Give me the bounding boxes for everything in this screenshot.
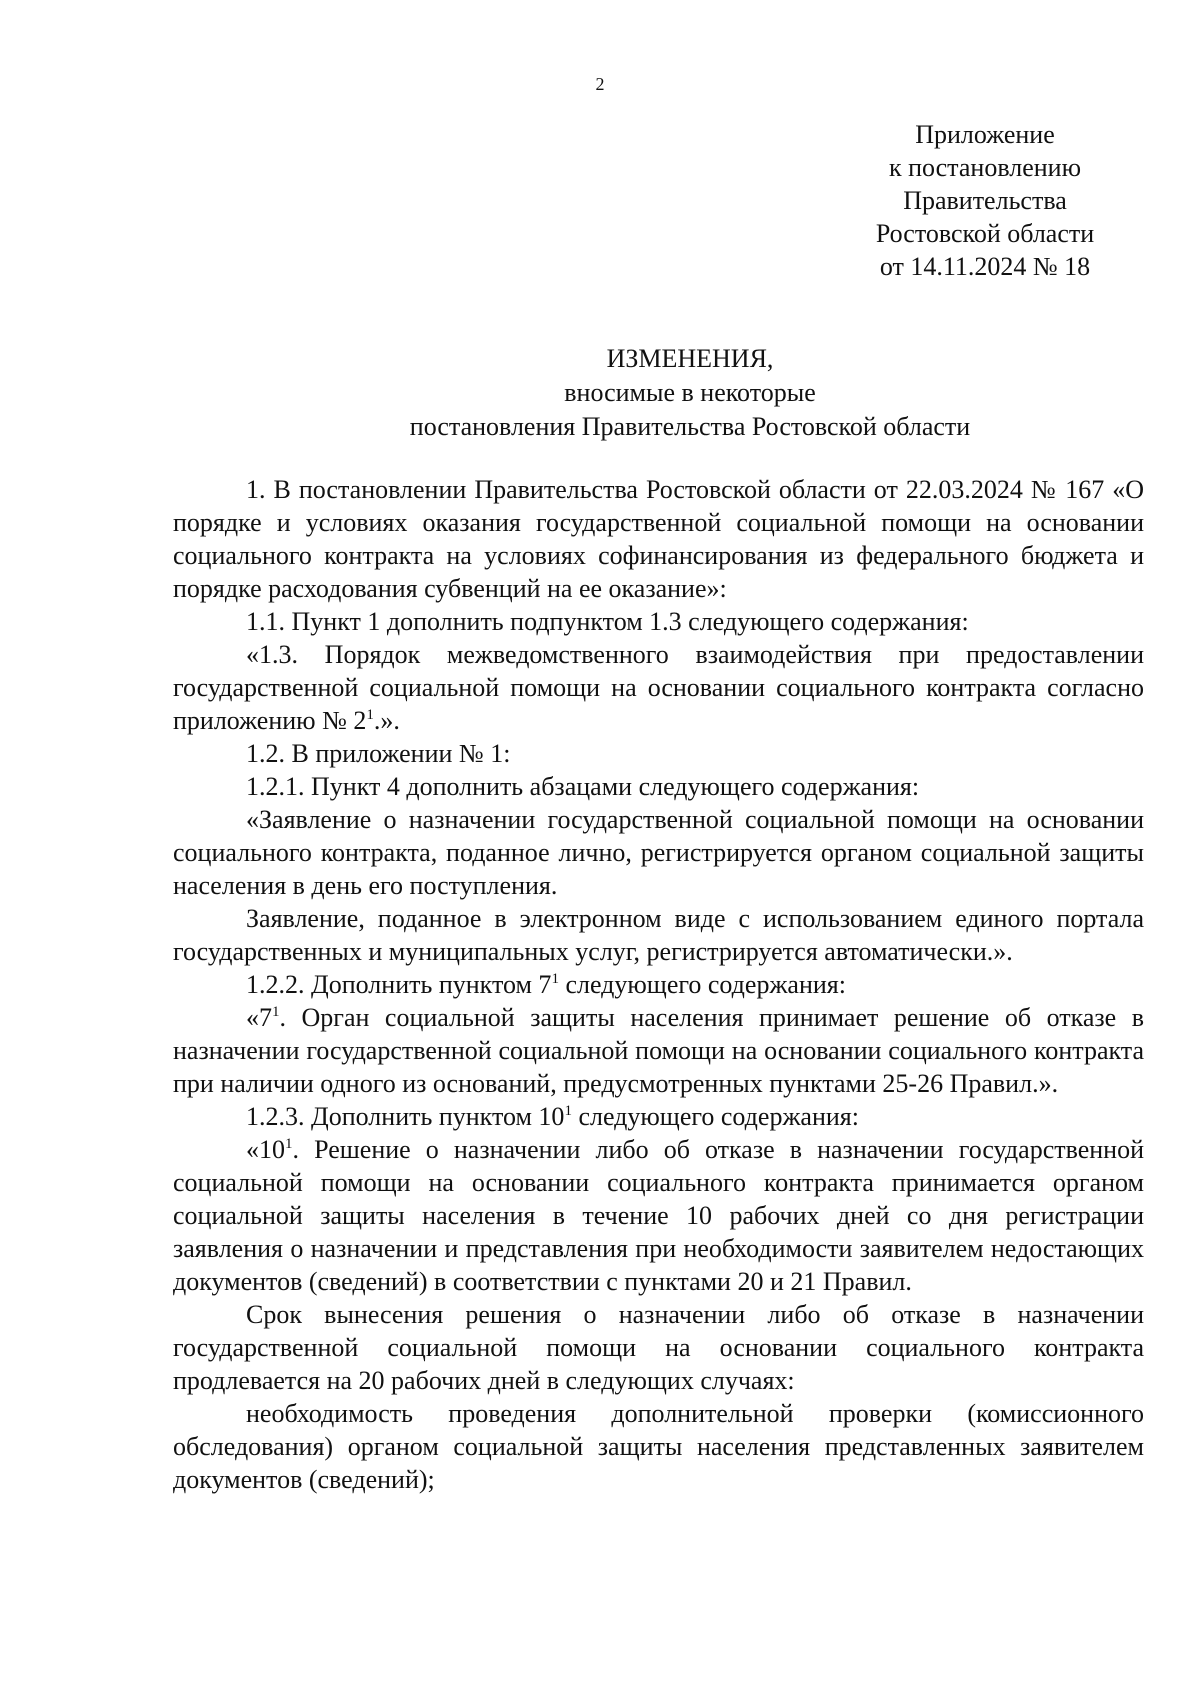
annex-line: Приложение (915, 120, 1055, 149)
page-number: 2 (595, 74, 605, 94)
annex-line: Ростовской области (875, 219, 1095, 248)
paragraph-text: 1.2.3. Дополнить пунктом 10 (246, 1102, 565, 1131)
document-subtitle: постановления Правительства Ростовской области (409, 412, 971, 441)
superscript: 1 (551, 971, 559, 987)
paragraph (173, 1001, 1144, 1100)
annex-line: Правительства (903, 186, 1067, 215)
paragraph-text: «1.3. Порядок межведомственного взаимодействия при предоставлении государственной социальной помощи на основании социального контракта согласно приложению № 2 (173, 640, 1144, 735)
title-block (370, 342, 1010, 444)
paragraph: 1. В постановлении Правительства Ростовской области от 22.03.2024 № 167 «О порядке и условиях оказания государственной социальной помощи на основании социального контракта на условиях софинансирования из федерального бюджета и порядке расходования субвенций на ее оказание»: (173, 475, 1144, 603)
paragraph: Срок вынесения решения о назначении либо об отказе в назначении государственной социальной помощи на основании социального контракта продлевается на 20 рабочих дней в следующих случаях: (173, 1300, 1144, 1395)
paragraph-text: «7 (246, 1003, 272, 1032)
paragraph (173, 1133, 1144, 1298)
annex-line: от 14.11.2024 № 18 (879, 252, 1091, 281)
paragraph: 1.2.1. Пункт 4 дополнить абзацами следующего содержания: (246, 772, 920, 801)
paragraph-text: «10 (246, 1135, 285, 1164)
paragraph: необходимость проведения дополнительной проверки (комиссионного обследования) органом социальной защиты населения представленных заявителем документов (сведений); (173, 1399, 1144, 1494)
paragraph (173, 968, 1144, 1001)
annex-line: к постановлению (888, 153, 1082, 182)
document-subtitle: вносимые в некоторые (564, 378, 816, 407)
superscript: 1 (272, 1004, 280, 1020)
document-body (173, 473, 1144, 1496)
superscript: 1 (366, 707, 374, 723)
paragraph-text: . Решение о назначении либо об отказе в назначении государственной социальной помощи на основании социального контракта принимается органом социальной защиты населения в течение 10 рабочих дней со дня регистрации заявления о назначении и представления при необходимости заявителем недостающих документов (сведений) в соответствии с пунктами 20 и 21 Правил. (173, 1135, 1144, 1296)
paragraph: 1.2. В приложении № 1: (246, 739, 511, 768)
paragraph-text: следующего содержания: (558, 970, 846, 999)
superscript: 1 (564, 1103, 572, 1119)
paragraph-text: .». (373, 706, 400, 735)
paragraph (173, 1100, 1144, 1133)
document-heading: ИЗМЕНЕНИЯ, (606, 344, 774, 373)
paragraph: 1.1. Пункт 1 дополнить подпунктом 1.3 следующего содержания: (246, 607, 969, 636)
paragraph-text: . Орган социальной защиты населения принимает решение об отказе в назначении государственной социальной помощи на основании социального контракта при наличии одного из оснований, предусмотренных пунктами 25-26 Правил.». (173, 1003, 1144, 1098)
paragraph-text: 1.2.2. Дополнить пунктом 7 (246, 970, 552, 999)
paragraph (173, 638, 1144, 737)
annex-block (840, 118, 1130, 283)
superscript: 1 (285, 1136, 293, 1152)
paragraph: Заявление, поданное в электронном виде с использованием единого портала государственных и муниципальных услуг, регистрируется автоматически.». (173, 904, 1144, 966)
paragraph: «Заявление о назначении государственной социальной помощи на основании социального контракта, поданное лично, регистрируется органом социальной защиты населения в день его поступления. (173, 805, 1144, 900)
paragraph-text: следующего содержания: (571, 1102, 859, 1131)
